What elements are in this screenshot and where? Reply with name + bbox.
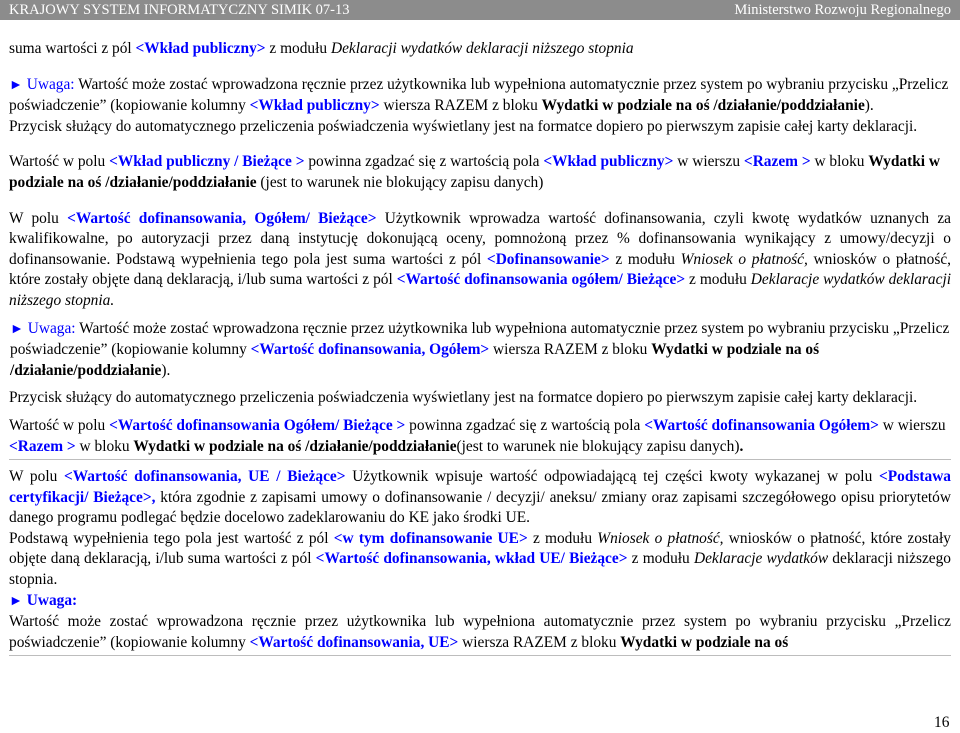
paragraph-cofinancing-total bbox=[9, 209, 951, 312]
text: wiersza RAZEM z bloku bbox=[489, 341, 652, 359]
text: Wartość może zostać wprowadzona ręcznie przez użytkownika lub wypełniona automatycznie przez system po wybraniu przycisku „Przelicz poświadczenie” (kopiowanie kolumny bbox=[10, 319, 950, 359]
field-ref: <Wkład publiczny / Bieżące > bbox=[109, 153, 305, 171]
text: z modułu bbox=[609, 250, 681, 268]
paragraph-button-info-1: Przycisk służący do automatycznego przeliczenia poświadczenia wyświetlany jest na formatce dopiero po pierwszym zapisie całej karty deklaracji. bbox=[9, 117, 918, 135]
text: wiersza RAZEM z bloku bbox=[458, 633, 621, 651]
field-ref: <Wartość dofinansowania, UE> bbox=[249, 633, 459, 651]
field-ref: <Razem > bbox=[9, 437, 76, 455]
paragraph-note-1 bbox=[9, 75, 951, 117]
text: Użytkownik wpisuje wartość odpowiadającą tej części kwoty wykazanej w polu bbox=[345, 468, 879, 486]
field-ref: <Wkład publiczny> bbox=[249, 97, 380, 115]
text: z modułu bbox=[685, 271, 751, 289]
module-ref: Deklaracje wydatków deklaracji niższego stopnia. bbox=[9, 271, 951, 309]
header-system-name: KRAJOWY SYSTEM INFORMATYCZNY SIMIK 07-13 bbox=[9, 1, 350, 18]
text: w bloku bbox=[810, 153, 869, 171]
page-header bbox=[0, 0, 960, 20]
text: wiersza RAZEM z bloku bbox=[379, 97, 542, 115]
text: Użytkownik wprowadza wartość dofinansowania, czyli kwotę wydatków uznanych za kwalifikowalne, po autoryzacji przez daną instytucję dokonującą oceny, pomnożoną przez % dofinansowania wynikający z umowy/decyzji o dofinansowanie. Podstawą wypełnienia tego pola jest suma wartości z pól bbox=[9, 209, 951, 268]
block-ref: Wydatki w podziale na oś /działanie/poddziałanie bbox=[10, 341, 820, 379]
paragraph-note-3-body bbox=[9, 612, 951, 656]
document-body bbox=[9, 39, 951, 656]
text: która zgodnie z zapisami umowy o dofinansowanie / decyzji/ aneksu/ zmiany oraz zapisami szczegółowego opisu priorytetów danego programu podlegać będzie docelowo zadeklarowaniu do KE jako środki UE. bbox=[9, 488, 951, 527]
field-ref: <Wkład publiczny> bbox=[543, 153, 674, 171]
text: Podstawą wypełnienia tego pola jest wartość z pól bbox=[9, 529, 334, 547]
text: wniosków o płatność, które zostały objęte daną deklaracją, i/lub suma wartości z pól bbox=[9, 250, 951, 289]
text: (jest to warunek nie blokujący zapisu danych) bbox=[256, 173, 544, 191]
field-ref: <Dofinansowanie> bbox=[486, 250, 610, 268]
note-label: Uwaga: bbox=[27, 319, 76, 337]
header-ministry-name: Ministerstwo Rozwoju Regionalnego bbox=[734, 1, 951, 18]
field-ref: <Wartość dofinansowania Ogółem> bbox=[644, 416, 879, 434]
paragraph-validation-1 bbox=[9, 152, 951, 193]
text: w wierszu bbox=[878, 416, 946, 434]
text: powinna zgadzać się z wartością pola bbox=[405, 416, 645, 434]
text: Wartość może zostać wprowadzona ręcznie przez użytkownika lub wypełniona automatycznie przez system po wybraniu przycisku „Przelicz poświadczenie” (kopiowanie kolumny bbox=[9, 613, 951, 651]
text: W polu bbox=[9, 468, 64, 486]
paragraph-note-2 bbox=[9, 319, 951, 382]
field-ref: <Wartość dofinansowania, wkład UE/ Bieżące> bbox=[315, 550, 628, 568]
paragraph-cofinancing-eu bbox=[9, 467, 951, 529]
module-ref: Wniosek o płatność, bbox=[680, 250, 808, 268]
note-label: Uwaga: bbox=[26, 591, 78, 609]
paragraph-note-3 bbox=[9, 591, 951, 613]
field-ref: <Wartość dofinansowania, Ogółem> bbox=[250, 341, 490, 359]
text: w wierszu bbox=[673, 153, 744, 171]
text: w bloku bbox=[75, 437, 134, 455]
field-ref: <w tym dofinansowanie UE> bbox=[333, 529, 528, 547]
field-ref: <Wartość dofinansowania, UE / Bieżące> bbox=[63, 468, 346, 486]
field-ref: <Wkład publiczny> bbox=[135, 40, 266, 57]
paragraph-validation-2 bbox=[9, 416, 951, 460]
block-ref: Wydatki w podziale na oś bbox=[620, 633, 789, 651]
field-ref: <Podstawa certyfikacji/ Bieżące>, bbox=[9, 468, 951, 506]
text: ). bbox=[864, 97, 874, 115]
text: (jest to warunek nie blokujący zapisu danych) bbox=[456, 437, 740, 455]
paragraph-basis-eu bbox=[9, 529, 951, 591]
note-label: Uwaga: bbox=[26, 75, 75, 93]
block-ref: Wydatki w podziale na oś /działanie/poddziałanie bbox=[133, 437, 457, 455]
field-ref: <Wartość dofinansowania, Ogółem/ Bieżące> bbox=[67, 209, 377, 227]
field-ref: <Wartość dofinansowania Ogółem/ Bieżące > bbox=[109, 416, 406, 434]
text: z modułu bbox=[265, 40, 331, 57]
text: z modułu bbox=[627, 550, 694, 568]
field-ref: <Wartość dofinansowania ogółem/ Bieżące> bbox=[396, 271, 686, 289]
text: Wartość w polu bbox=[9, 416, 110, 434]
paragraph-button-info-2: Przycisk służący do automatycznego przeliczenia poświadczenia wyświetlany jest na formatce dopiero po pierwszym zapisie całej karty deklaracji. bbox=[9, 389, 918, 407]
module-ref: Deklaracje wydatków bbox=[693, 550, 829, 568]
text: W polu bbox=[9, 209, 68, 227]
text: . bbox=[739, 437, 744, 455]
block-ref: Wydatki w podziale na oś /działanie/poddziałanie bbox=[9, 153, 941, 191]
field-ref: <Razem > bbox=[743, 153, 811, 171]
text: Wartość w polu bbox=[9, 153, 110, 171]
module-ref: Deklaracji wydatków deklaracji niższego stopnia bbox=[330, 40, 634, 57]
text: z modułu bbox=[527, 529, 598, 547]
arrow-icon: ► bbox=[9, 593, 23, 609]
text: suma wartości z pól bbox=[9, 40, 136, 57]
module-ref: Wniosek o płatność, bbox=[597, 529, 724, 547]
text: ). bbox=[161, 361, 171, 379]
text: powinna zgadzać się z wartością pola bbox=[304, 153, 544, 171]
text: deklaracji niższego stopnia. bbox=[9, 550, 952, 589]
arrow-icon: ► bbox=[9, 77, 23, 93]
block-ref: Wydatki w podziale na oś /działanie/poddziałanie bbox=[541, 97, 865, 115]
text: Wartość może zostać wprowadzona ręcznie przez użytkownika lub wypełniona automatycznie przez system po wybraniu przycisku „Przelicz poświadczenie” (kopiowanie kolumny bbox=[9, 75, 949, 115]
arrow-icon: ► bbox=[10, 321, 24, 337]
paragraph-sum-values bbox=[9, 39, 951, 60]
page-number: 16 bbox=[934, 714, 950, 731]
text: wniosków o płatność, które zostały objęte daną deklaracją, i/lub suma wartości z pól bbox=[9, 529, 951, 568]
